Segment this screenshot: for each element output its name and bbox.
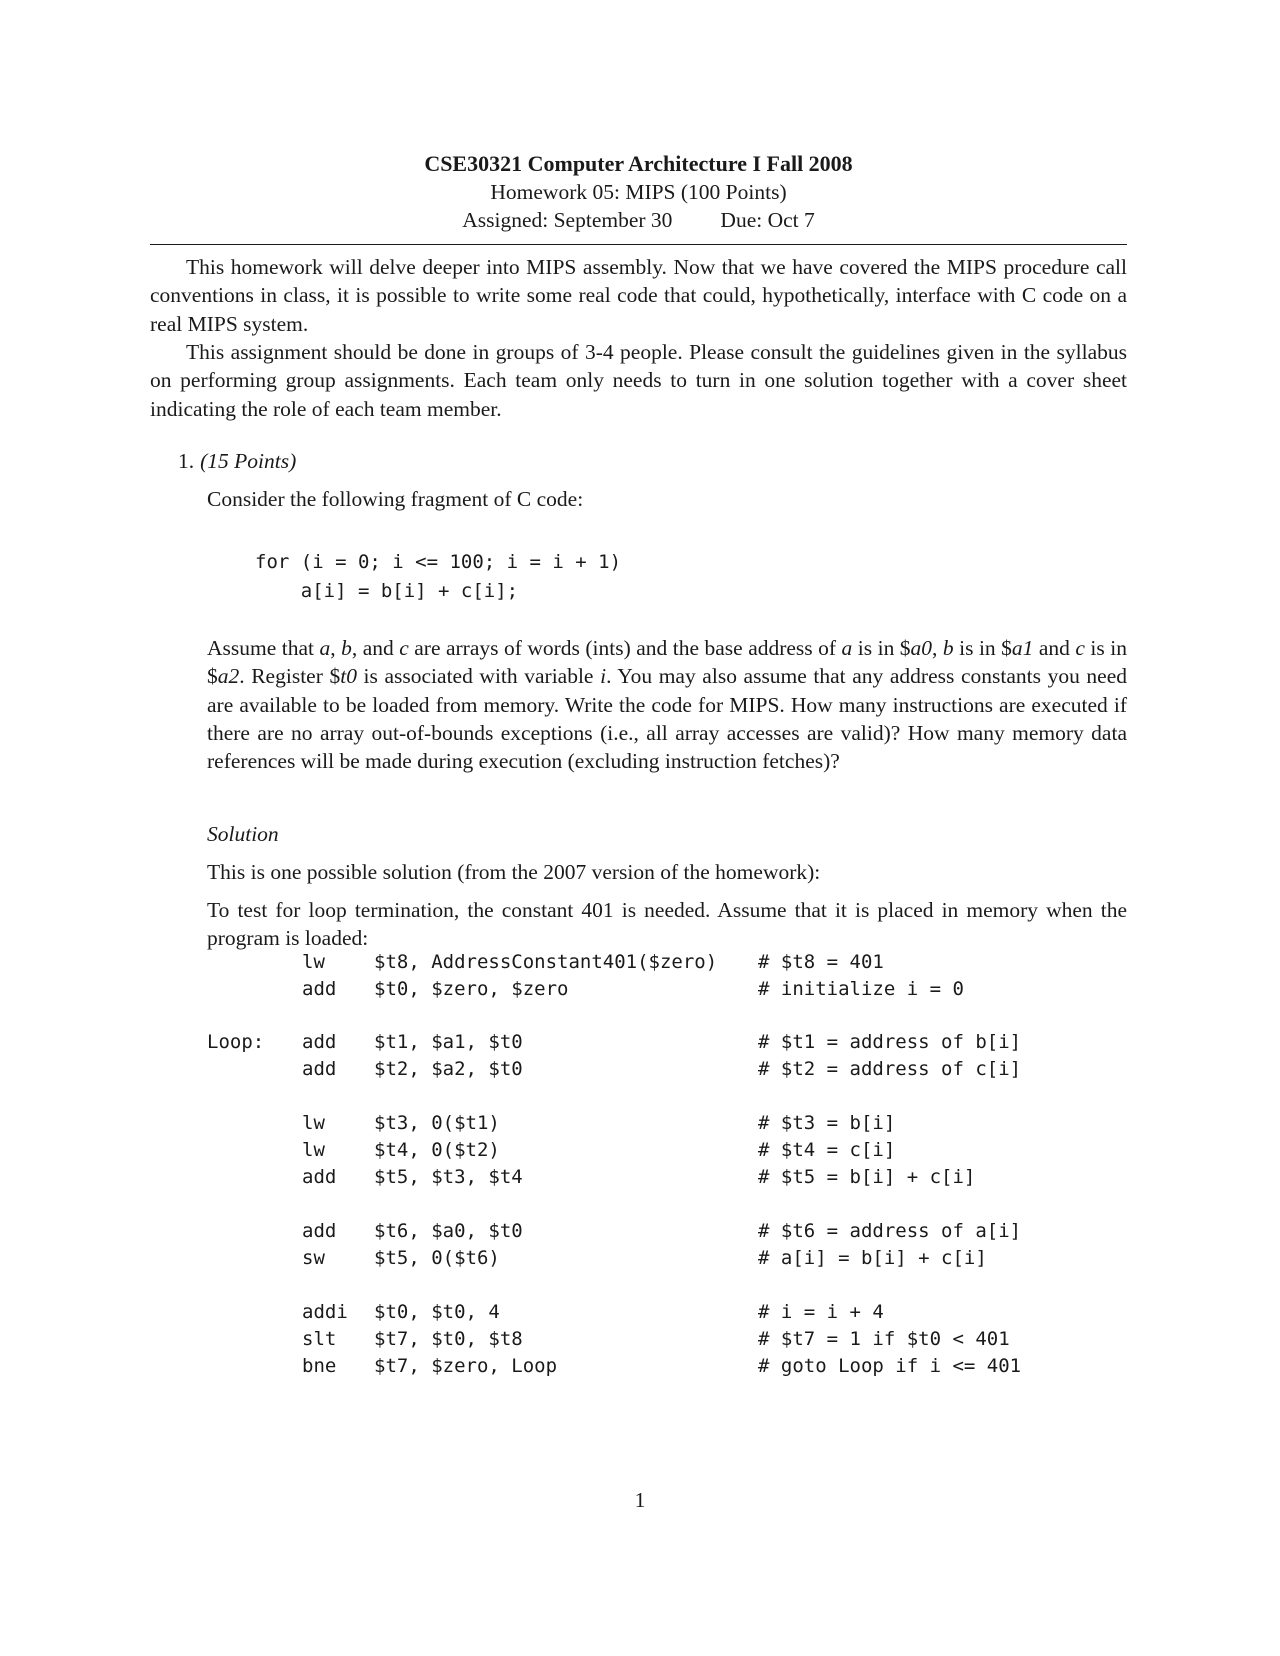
asm-operands: $t6, $a0, $t0 bbox=[374, 1220, 523, 1242]
asm-opcode: add bbox=[302, 1058, 337, 1080]
page-number: 1 bbox=[634, 1488, 646, 1512]
due-date: Due: Oct 7 bbox=[720, 208, 815, 232]
asm-operands: $t4, 0($t2) bbox=[374, 1139, 500, 1161]
asm-opcode: lw bbox=[302, 1112, 325, 1134]
asm-comment: # $t5 = b[i] + c[i] bbox=[758, 1166, 976, 1188]
asm-opcode: lw bbox=[302, 1139, 325, 1161]
document-header bbox=[150, 150, 1127, 234]
question-1-heading bbox=[178, 447, 296, 475]
asm-opcode: addi bbox=[302, 1301, 348, 1323]
asm-operands: $t0, $zero, $zero bbox=[374, 978, 569, 1000]
question-points: (15 Points) bbox=[200, 449, 297, 473]
asm-opcode: add bbox=[302, 978, 337, 1000]
solution-intro: This is one possible solution (from the 2007 version of the homework): bbox=[207, 860, 821, 884]
homework-title: Homework 05: MIPS (100 Points) bbox=[490, 180, 787, 204]
asm-operands: $t0, $t0, 4 bbox=[374, 1301, 500, 1323]
asm-comment: # a[i] = b[i] + c[i] bbox=[758, 1247, 987, 1269]
asm-comment: # goto Loop if i <= 401 bbox=[758, 1355, 1022, 1377]
solution-label: Solution bbox=[207, 822, 279, 846]
asm-opcode: add bbox=[302, 1220, 337, 1242]
asm-operands: $t7, $zero, Loop bbox=[374, 1355, 558, 1377]
question-number: 1. bbox=[178, 449, 195, 473]
asm-comment: # $t4 = c[i] bbox=[758, 1139, 896, 1161]
intro-paragraph-2: This assignment should be done in groups of 3-4 people. Please consult the guidelines given in the syllabus on performing group assignments. Each team only needs to turn in one solution together with a cover sheet indicating the role of each team member. bbox=[150, 340, 1127, 421]
asm-opcode: add bbox=[302, 1031, 337, 1053]
asm-comment: # $t6 = address of a[i] bbox=[758, 1220, 1022, 1242]
asm-operands: $t2, $a2, $t0 bbox=[374, 1058, 523, 1080]
asm-operands: $t8, AddressConstant401($zero) bbox=[374, 951, 718, 973]
asm-comment: # $t8 = 401 bbox=[758, 951, 884, 973]
asm-operands: $t5, $t3, $t4 bbox=[374, 1166, 523, 1188]
asm-opcode: lw bbox=[302, 951, 325, 973]
header-rule bbox=[150, 244, 1127, 245]
c-code-block bbox=[255, 548, 621, 605]
asm-operands: $t7, $t0, $t8 bbox=[374, 1328, 523, 1350]
asm-opcode: slt bbox=[302, 1328, 337, 1350]
asm-operands: $t5, 0($t6) bbox=[374, 1247, 500, 1269]
asm-comment: # $t3 = b[i] bbox=[758, 1112, 896, 1134]
c-code-line: for (i = 0; i <= 100; i = i + 1) bbox=[255, 551, 622, 573]
solution-note: To test for loop termination, the constant 401 is needed. Assume that it is placed in memory when the program is loaded: bbox=[207, 898, 1127, 951]
asm-label: Loop: bbox=[207, 1031, 265, 1053]
asm-opcode: bne bbox=[302, 1355, 337, 1377]
c-code-line: a[i] = b[i] + c[i]; bbox=[255, 579, 519, 602]
course-title: CSE30321 Computer Architecture I Fall 2008 bbox=[424, 151, 853, 176]
assigned-date: Assigned: September 30 bbox=[462, 208, 673, 232]
asm-comment: # $t2 = address of c[i] bbox=[758, 1058, 1022, 1080]
intro-paragraph-1: This homework will delve deeper into MIPS assembly. Now that we have covered the MIPS procedure call conventions in class, it is possible to write some real code that could, hypothetically, interface with C code on a real MIPS system. bbox=[150, 255, 1127, 336]
asm-comment: # $t7 = 1 if $t0 < 401 bbox=[758, 1328, 1010, 1350]
asm-opcode: sw bbox=[302, 1247, 325, 1269]
asm-opcode: add bbox=[302, 1166, 337, 1188]
question-description: Assume that a, b, and c are arrays of words (ints) and the base address of a is in $a0, b is in $a1 and c is in $a2. Register $t0 is associated with variable i. You may also assume that any address constants you need are available to be loaded from memory. Write the code for MIPS. How many instructions are executed if there are no array out-of-bounds exceptions (i.e., all array accesses are valid)? How many memory data references will be made during execution (excluding instruction fetches)? bbox=[207, 636, 1127, 774]
asm-operands: $t1, $a1, $t0 bbox=[374, 1031, 523, 1053]
asm-comment: # i = i + 4 bbox=[758, 1301, 884, 1323]
asm-operands: $t3, 0($t1) bbox=[374, 1112, 500, 1134]
question-prompt: Consider the following fragment of C code: bbox=[207, 487, 584, 511]
asm-comment: # $t1 = address of b[i] bbox=[758, 1031, 1022, 1053]
asm-comment: # initialize i = 0 bbox=[758, 978, 964, 1000]
dates-line bbox=[150, 206, 1127, 234]
